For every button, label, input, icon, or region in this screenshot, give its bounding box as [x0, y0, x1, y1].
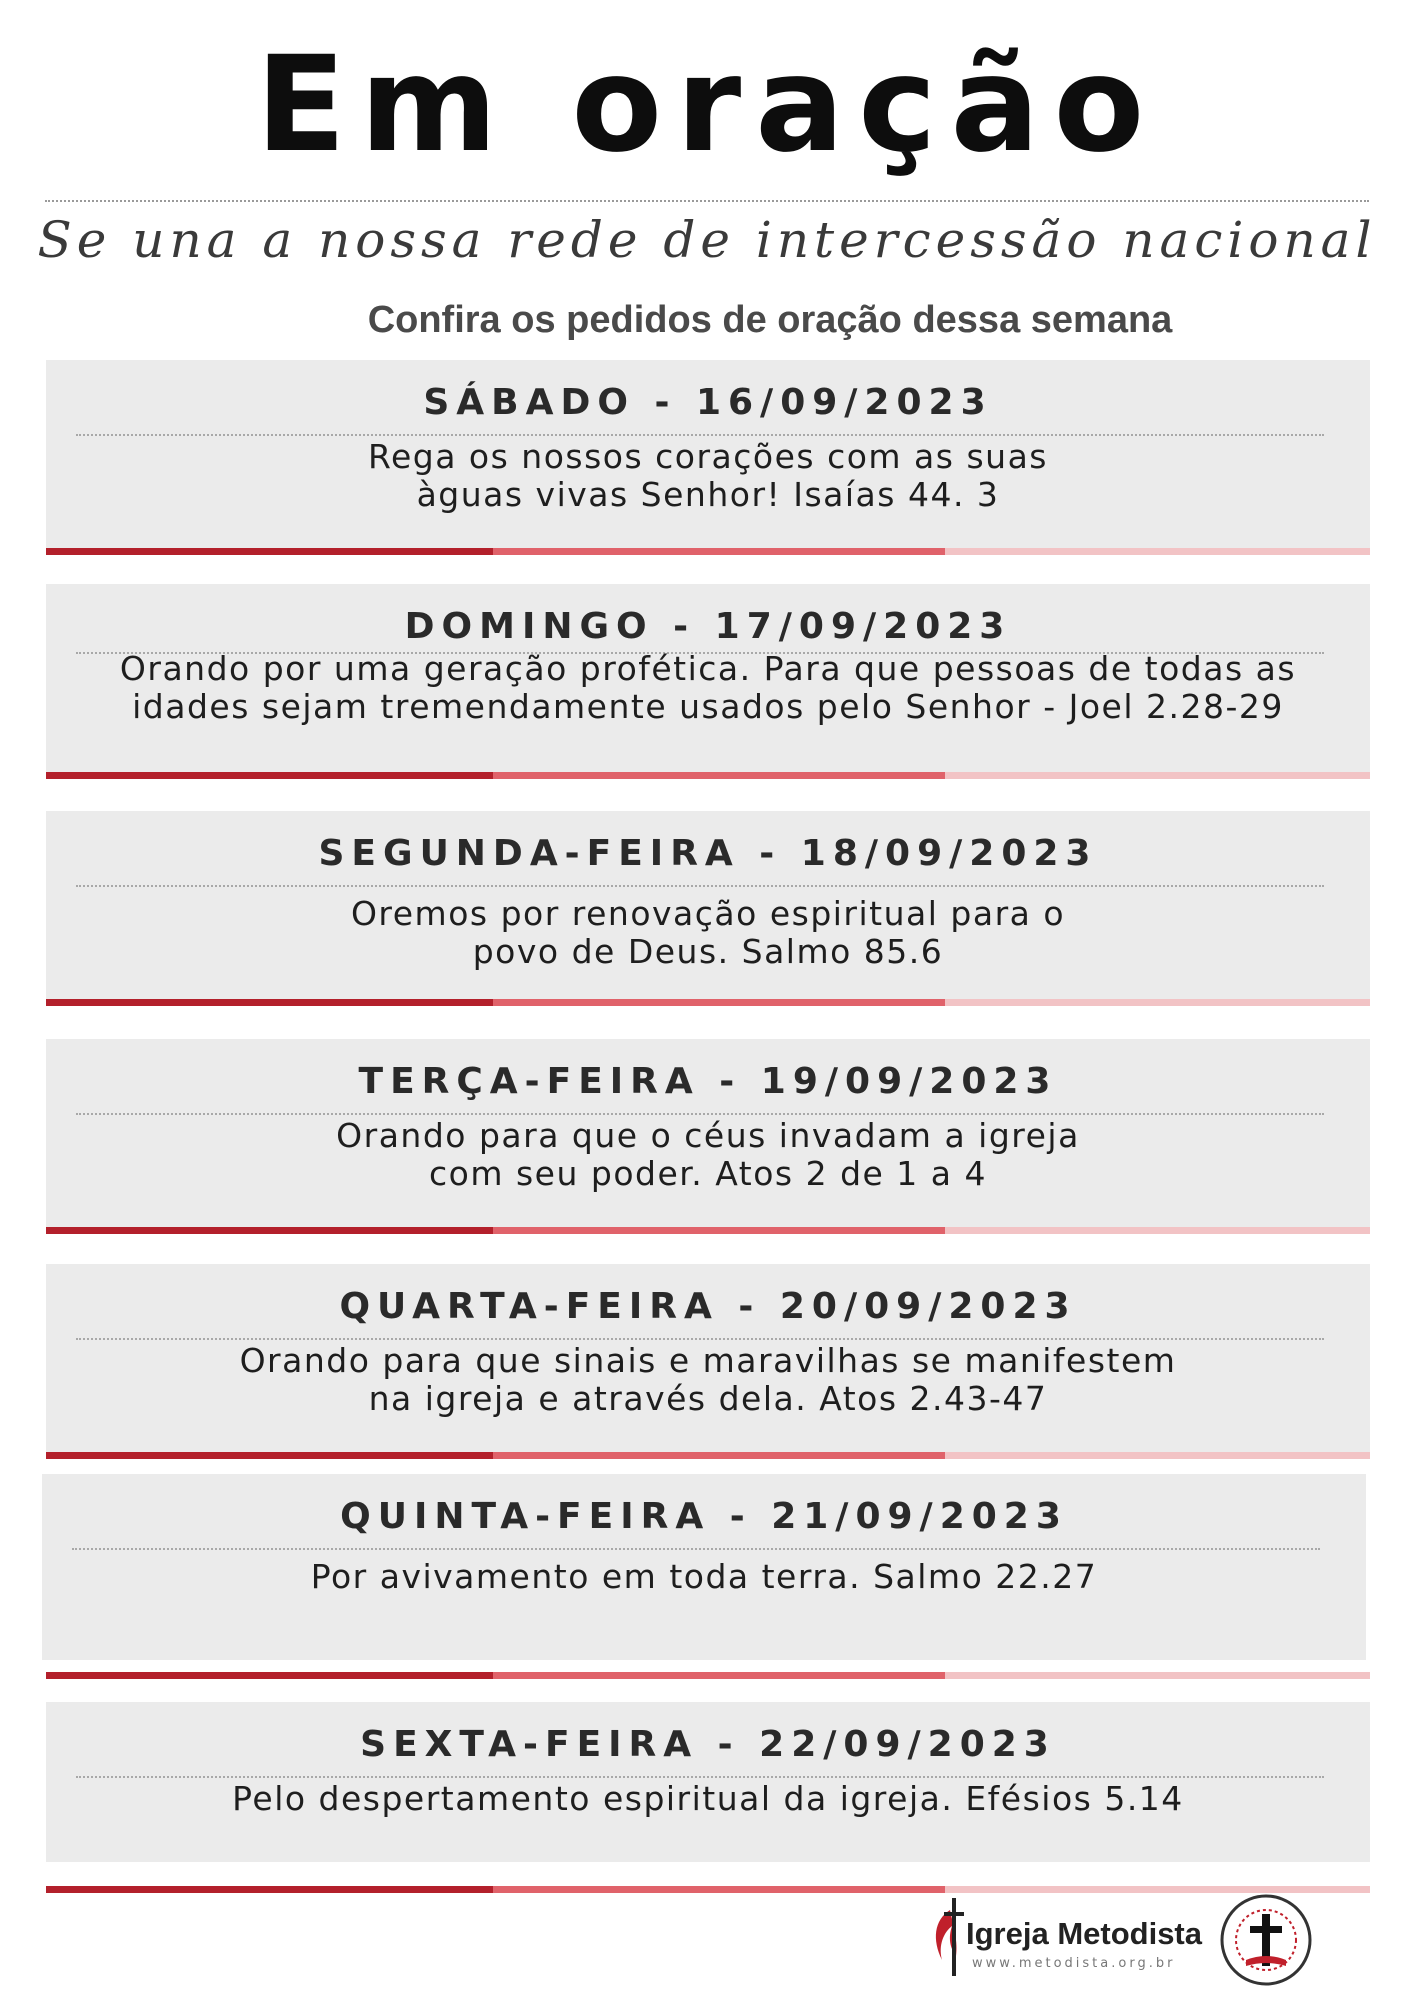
day-card-text: Por avivamento em toda terra. Salmo 22.27 [310, 1557, 1098, 1596]
day-card-text: Orando para que sinais e maravilhas se manifestem na igreja e através dela. Atos 2.43-47 [239, 1341, 1177, 1418]
day-card-terca [46, 1039, 1370, 1227]
card-divider [76, 1338, 1324, 1340]
card-divider [76, 1113, 1324, 1115]
card-divider [76, 434, 1324, 436]
card-stripe [46, 1672, 1370, 1679]
day-card-title: TERÇA-FEIRA - 19/09/2023 [358, 1061, 1058, 1102]
day-card-text: Orando para que o céus invadam a igreja com seu poder. Atos 2 de 1 a 4 [336, 1116, 1080, 1193]
page-title: Em oração [255, 28, 1159, 182]
logo-site: www.metodista.org.br [972, 1956, 1176, 1971]
day-card-text: Pelo despertamento espiritual da igreja. Efésios 5.14 [232, 1779, 1184, 1818]
card-stripe [46, 999, 1370, 1006]
card-stripe [46, 772, 1370, 779]
day-card-title: SEGUNDA-FEIRA - 18/09/2023 [318, 833, 1098, 874]
day-card-quinta [42, 1474, 1366, 1660]
page-subtitle: Se una a nossa rede de intercessão nacional [37, 211, 1377, 269]
title-divider [45, 200, 1369, 202]
day-card-title: DOMINGO - 17/09/2023 [404, 606, 1012, 647]
day-card-text: Oremos por renovação espiritual para o povo de Deus. Salmo 85.6 [350, 894, 1066, 971]
day-card-title: SÁBADO - 16/09/2023 [423, 382, 993, 423]
day-card-text: Orando por uma geração profética. Para que pessoas de todas as idades sejam tremendamente usados pelo Senhor - Joel 2.28-29 [119, 649, 1297, 726]
cross-seal-icon [1216, 1890, 1316, 1990]
day-card-title: QUARTA-FEIRA - 20/09/2023 [339, 1286, 1077, 1327]
card-divider [76, 1776, 1324, 1778]
day-card-text: Rega os nossos corações com as suas àguas vivas Senhor! Isaías 44. 3 [368, 437, 1048, 514]
intro-text: Confira os pedidos de oração dessa semana [367, 299, 1173, 341]
day-card-quarta [46, 1264, 1370, 1452]
day-card-title: QUINTA-FEIRA - 21/09/2023 [340, 1496, 1068, 1537]
day-card-segunda [46, 811, 1370, 999]
logo-name: Igreja Metodista [966, 1916, 1202, 1951]
day-card-sexta [46, 1702, 1370, 1862]
day-card-title: SEXTA-FEIRA - 22/09/2023 [360, 1724, 1056, 1765]
footer-logos [928, 1890, 1368, 1990]
card-divider [76, 885, 1324, 887]
card-stripe [46, 548, 1370, 555]
card-divider [72, 1548, 1320, 1550]
day-card-domingo [46, 584, 1370, 772]
methodist-cross-flame-icon [928, 1890, 968, 1980]
day-card-sabado [46, 360, 1370, 548]
card-stripe [46, 1452, 1370, 1459]
card-stripe [46, 1227, 1370, 1234]
